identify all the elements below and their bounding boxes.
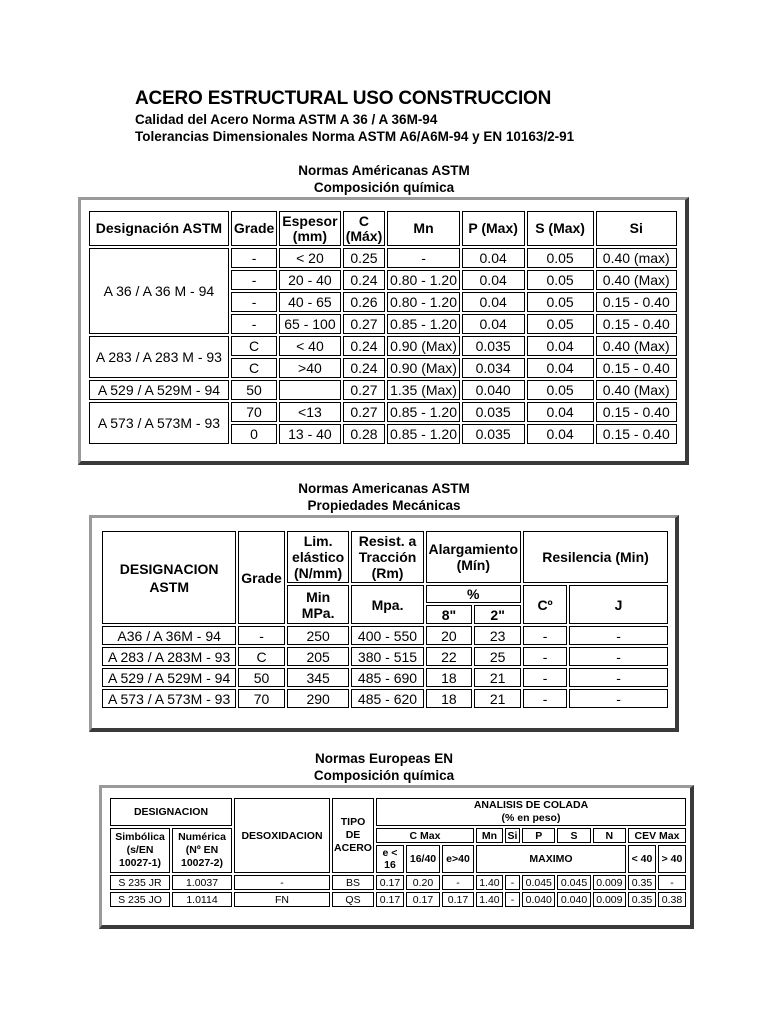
table-cell: < 20	[279, 248, 340, 268]
table-cell: 0.009	[593, 892, 626, 907]
table-cell: -	[523, 647, 567, 666]
table-cell: 0.035	[462, 424, 525, 444]
column-header: Min MPa.	[287, 585, 350, 624]
table-cell: 0.04	[462, 292, 525, 312]
table-cell: 0.27	[343, 314, 386, 334]
designation-cell: A 529 / A 529M - 94	[89, 380, 229, 400]
table-cell: 23	[474, 626, 521, 645]
column-header: Lim. elástico (N/mm)	[287, 531, 350, 583]
table-cell: -	[523, 689, 567, 708]
column-header: Mn	[387, 211, 459, 246]
table-cell: FN	[234, 892, 330, 907]
table-row	[89, 380, 677, 400]
table-cell: -	[387, 248, 459, 268]
column-header: Resilencia (Min)	[523, 531, 668, 583]
table-cell: 0.24	[343, 336, 386, 356]
section2-subheading: Propiedades Mecánicas	[307, 498, 461, 513]
table-cell: 205	[287, 647, 350, 666]
table-cell: 0.05	[527, 380, 594, 400]
column-header: Alargamiento (Mín)	[426, 531, 521, 583]
column-header: < 40	[628, 845, 656, 873]
table-cell: -	[569, 647, 668, 666]
table-cell: -	[505, 875, 520, 890]
table-cell: S 235 JO	[110, 892, 170, 907]
table-cell: 0.20	[406, 875, 440, 890]
table-cell: 0.35	[628, 892, 656, 907]
table-cell: 50	[231, 380, 277, 400]
table-cell: 0.90 (Max)	[387, 358, 459, 378]
header-row	[110, 828, 686, 843]
table-cell: 0.045	[522, 875, 555, 890]
column-header: S (Max)	[527, 211, 594, 246]
table-cell: -	[523, 626, 567, 645]
table-row	[89, 336, 677, 356]
table-cell: 0.27	[343, 380, 386, 400]
column-header-analisis	[376, 798, 686, 826]
column-header: P	[522, 828, 555, 843]
table-row	[102, 626, 668, 645]
section3-heading: Normas Europeas EN	[314, 751, 454, 766]
column-header: Si	[505, 828, 520, 843]
table-cell: 18	[426, 668, 473, 687]
table-cell: 0.04	[462, 270, 525, 290]
column-header: Espesor (mm)	[279, 211, 340, 246]
table-cell: 0.85 - 1.20	[387, 402, 459, 422]
column-header: C Max	[376, 828, 474, 843]
table-cell: 0.034	[462, 358, 525, 378]
table-cell: -	[234, 875, 330, 890]
analisis-label: ANALISIS DE COLADA	[473, 799, 589, 811]
table-cell: -	[238, 626, 284, 645]
table-cell: 0.40 (Max)	[596, 270, 677, 290]
table-cell: A 573 / A 573M - 93	[102, 689, 236, 708]
table-cell: 290	[287, 689, 350, 708]
table-cell: 485 - 690	[351, 668, 423, 687]
table-cell: 0	[231, 424, 277, 444]
column-header: Si	[596, 211, 677, 246]
header-row	[110, 798, 686, 826]
table-cell: 0.05	[527, 248, 594, 268]
table-cell: 1.40	[476, 892, 503, 907]
column-header: Cº	[523, 585, 567, 624]
table-cell: 0.17	[442, 892, 474, 907]
table-cell: 0.17	[406, 892, 440, 907]
table-cell: 0.009	[593, 875, 626, 890]
column-header: %	[426, 585, 521, 603]
table-cell: -	[658, 875, 686, 890]
table-cell: 0.04	[527, 424, 594, 444]
table-cell: -	[523, 668, 567, 687]
header-row	[89, 211, 677, 246]
table-row	[102, 647, 668, 666]
section1-subheading: Composición química	[313, 180, 455, 195]
table-cell: 0.15 - 0.40	[596, 424, 677, 444]
table-cell: 50	[238, 668, 284, 687]
table-cell: BS	[332, 875, 374, 890]
table-cell: C	[231, 358, 277, 378]
column-header: Mpa.	[351, 585, 423, 624]
column-header: 2"	[474, 605, 521, 624]
column-header: 16/40	[406, 845, 440, 873]
table-cell: -	[231, 292, 277, 312]
table-cell: -	[569, 668, 668, 687]
table-cell: 0.40 (max)	[596, 248, 677, 268]
table-cell: 0.040	[522, 892, 555, 907]
table-cell: 0.15 - 0.40	[596, 314, 677, 334]
table-cell: 0.05	[527, 314, 594, 334]
column-header: Resist. a Tracción (Rm)	[351, 531, 423, 583]
column-header: MAXIMO	[476, 845, 626, 873]
table-cell: 0.40 (Max)	[596, 336, 677, 356]
table-cell: 0.40 (Max)	[596, 380, 677, 400]
table-cell: A 283 / A 283M - 93	[102, 647, 236, 666]
column-header: e < 16	[376, 845, 404, 873]
table-cell: < 40	[279, 336, 340, 356]
table-row	[102, 668, 668, 687]
table-cell: 21	[474, 668, 521, 687]
column-header: C (Máx)	[343, 211, 386, 246]
table-cell: 0.25	[343, 248, 386, 268]
column-header: DESOXIDACION	[234, 798, 330, 873]
table-row	[89, 402, 677, 422]
table-cell: 0.04	[527, 336, 594, 356]
table-cell: 70	[238, 689, 284, 708]
table-cell: -	[442, 875, 474, 890]
table-cell: <13	[279, 402, 340, 422]
table-cell: 0.26	[343, 292, 386, 312]
table-cell: 0.04	[462, 314, 525, 334]
table-cell: S 235 JR	[110, 875, 170, 890]
table-cell: C	[238, 647, 284, 666]
table-row	[110, 892, 686, 907]
table-cell: 345	[287, 668, 350, 687]
table-cell: 0.17	[376, 875, 404, 890]
table-cell: 0.38	[658, 892, 686, 907]
section1-heading: Normas Américanas ASTM	[298, 163, 470, 178]
table-cell: 0.04	[527, 358, 594, 378]
table-frame-mechanical-astm	[89, 515, 679, 732]
table-cell: 70	[231, 402, 277, 422]
subtitle-quality: Calidad del Acero Norma ASTM A 36 / A 36M-94	[135, 112, 438, 127]
column-header: S	[557, 828, 590, 843]
subtitle-tolerances: Tolerancias Dimensionales Norma ASTM A6/A6M-94 y EN 10163/2-91	[135, 129, 575, 144]
table-cell: 0.24	[343, 358, 386, 378]
table-cell: 0.15 - 0.40	[596, 358, 677, 378]
table-cell: 400 - 550	[351, 626, 423, 645]
table-cell: C	[231, 336, 277, 356]
table-cell: 1.35 (Max)	[387, 380, 459, 400]
table-cell: -	[569, 626, 668, 645]
table-frame-composition-en	[99, 785, 694, 929]
table-row	[89, 248, 677, 268]
column-header: P (Max)	[462, 211, 525, 246]
table-cell: 0.90 (Max)	[387, 336, 459, 356]
column-header: e>40	[442, 845, 474, 873]
section3-subheading: Composición química	[313, 768, 455, 783]
table-cell: 0.05	[527, 292, 594, 312]
table-cell: 0.80 - 1.20	[387, 270, 459, 290]
table-cell: 0.27	[343, 402, 386, 422]
column-header: Numérica (Nº EN 10027-2)	[172, 828, 232, 873]
designation-cell: A 573 / A 573M - 93	[89, 402, 229, 444]
column-header: N	[593, 828, 626, 843]
table-cell: A36 / A 36M - 94	[102, 626, 236, 645]
designation-cell: A 36 / A 36 M - 94	[89, 248, 229, 334]
table-cell: 20 - 40	[279, 270, 340, 290]
column-header: > 40	[658, 845, 686, 873]
table-cell: 380 - 515	[351, 647, 423, 666]
table-cell: 0.045	[557, 875, 590, 890]
table-cell: -	[231, 314, 277, 334]
table-cell: QS	[332, 892, 374, 907]
table-frame-composition-astm	[78, 197, 689, 465]
table-cell: 18	[426, 689, 473, 708]
table-cell: 21	[474, 689, 521, 708]
table-cell: 0.035	[462, 402, 525, 422]
table-cell: 40 - 65	[279, 292, 340, 312]
section2-heading: Normas Americanas ASTM	[298, 481, 470, 496]
column-header: Grade	[231, 211, 277, 246]
table-cell: 0.85 - 1.20	[387, 314, 459, 334]
table-cell: 485 - 620	[351, 689, 423, 708]
column-header: DESIGNACION	[110, 798, 232, 826]
table-composition-astm	[87, 209, 679, 446]
table-cell: 20	[426, 626, 473, 645]
column-header: Grade	[238, 531, 284, 624]
table-row	[102, 689, 668, 708]
table-cell: 0.05	[527, 270, 594, 290]
table-cell: 0.035	[462, 336, 525, 356]
column-header: DESIGNACION ASTM	[102, 531, 236, 624]
table-cell: 0.35	[628, 875, 656, 890]
table-cell: 22	[426, 647, 473, 666]
designation-cell: A 283 / A 283 M - 93	[89, 336, 229, 378]
column-header: Simbólica (s/EN 10027-1)	[110, 828, 170, 873]
table-cell: 0.17	[376, 892, 404, 907]
table-cell: 1.0037	[172, 875, 232, 890]
column-header: Mn	[476, 828, 503, 843]
table-composition-en	[108, 796, 688, 909]
table-cell: 25	[474, 647, 521, 666]
table-cell: -	[505, 892, 520, 907]
table-cell: 0.04	[462, 248, 525, 268]
column-header: J	[569, 585, 668, 624]
table-cell: A 529 / A 529M - 94	[102, 668, 236, 687]
column-header: CEV Max	[628, 828, 686, 843]
column-header: 8"	[426, 605, 473, 624]
table-cell: 0.85 - 1.20	[387, 424, 459, 444]
table-cell: 13 - 40	[279, 424, 340, 444]
table-cell: 1.0114	[172, 892, 232, 907]
table-cell: 0.24	[343, 270, 386, 290]
page-title: ACERO ESTRUCTURAL USO CONSTRUCCION	[135, 88, 552, 109]
table-cell: 65 - 100	[279, 314, 340, 334]
table-cell: 0.28	[343, 424, 386, 444]
table-cell: 0.04	[527, 402, 594, 422]
table-cell: 0.80 - 1.20	[387, 292, 459, 312]
table-cell: 1.40	[476, 875, 503, 890]
table-cell: -	[231, 270, 277, 290]
table-cell: 0.040	[557, 892, 590, 907]
column-header: TIPO DE ACERO	[332, 798, 374, 873]
table-cell: 0.15 - 0.40	[596, 402, 677, 422]
analisis-unit: (% en peso)	[501, 812, 561, 824]
table-cell: 0.15 - 0.40	[596, 292, 677, 312]
table-cell: 250	[287, 626, 350, 645]
table-cell: -	[231, 248, 277, 268]
table-row	[110, 875, 686, 890]
table-mechanical-astm	[100, 529, 670, 710]
table-cell	[279, 380, 340, 400]
table-cell: >40	[279, 358, 340, 378]
column-header: Designación ASTM	[89, 211, 229, 246]
header-row	[102, 531, 668, 583]
table-cell: 0.040	[462, 380, 525, 400]
table-cell: -	[569, 689, 668, 708]
